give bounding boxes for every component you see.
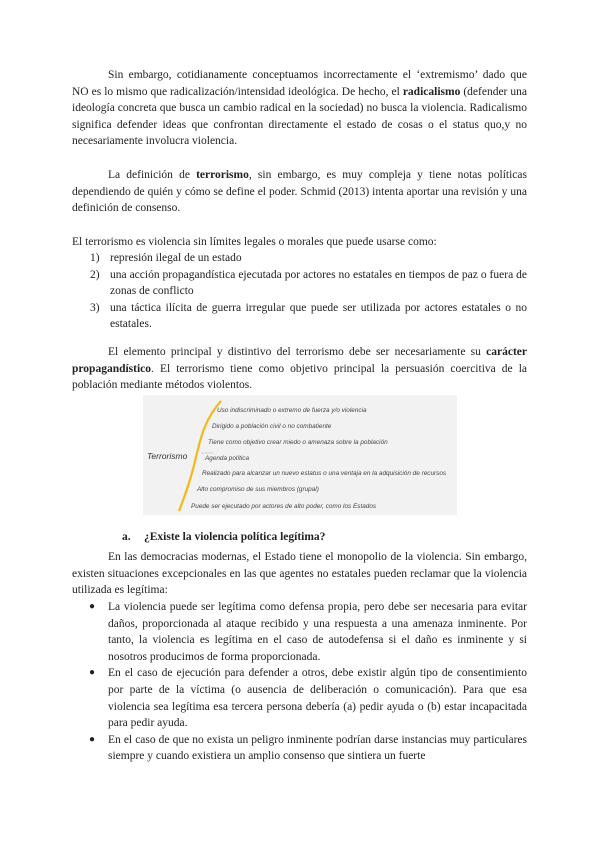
bold-term-propagandistico: carácter propagandístico [72,346,527,375]
section-title: ¿Existe la violencia política legítima? [144,531,326,543]
paragraph-terrorismo [72,167,527,217]
paragraph-text: . El terrorismo tiene como objetivo principal la persuasión coercitiva de la población mediante métodos violentos. [72,362,527,392]
list-item [72,267,527,300]
bullet-icon: ● [89,733,96,745]
bullet-text: En el caso de ejecución para defender a otros, debe existir algún tipo de consentimiento por parte de la víctima (o ausencia de deliberación o comunicación). Para que esa violencia sea legítima esa tercera persona debería (a) pedir ayuda o (b) estar incapacitada para pedir ayuda. [108,667,527,730]
bullet-text: En el caso de que no exista un peligro inminente podrían darse instancias muy particulares siempre y cuando existiera un amplio consenso que sintiera un fuerte [108,733,527,763]
diagram-item: Alto compromiso de sus miembros (grupal) [197,486,319,493]
list-number: 2) [90,268,100,281]
list-item-text: represión ilegal de un estado [110,252,242,264]
bullet-item [72,732,527,765]
paragraph-text: El elemento principal y distintivo del terrorismo debe ser necesariamente su [108,346,487,358]
list-item [72,300,527,333]
paragraph-text: (defender una ideología concreta que busca un cambio radical en la sociedad) no busca la violencia. Radicalismo significa defender ideas que confrontan directamente el estado de cosas o el status quo,y no necesariamente involucra violencia. [72,85,527,148]
section-heading [122,531,325,543]
terrorism-diagram [143,395,457,515]
diagram-item: Dirigido a población civil o no combatiente [212,423,332,430]
list-number: 1) [90,252,100,264]
paragraph-radicalismo [72,67,527,150]
list-number: 3) [90,301,100,314]
bullet-icon: ● [89,601,96,612]
bullet-icon: ● [89,667,96,679]
bullet-text: La violencia puede ser legítima como defensa propia, pero debe ser necesaria para evitar daños, proporcionada al ataque recibido y una respuesta a una amenaza inminente. Por tanto, la violencia es legítima en el caso de autodefensa si el daño es inminente y si nosotros producimos de forma proporcionada. [108,601,527,663]
bold-term-radicalismo: radicalismo [402,85,461,98]
diagram-item: Agenda política [205,455,250,462]
paragraph-text: , sin embargo, es muy compleja y tiene notas políticas dependiendo de quién y cómo se define el poder. Schmid (2013) intenta aportar una revisión y una definición de consenso. [72,169,527,215]
bold-term-terrorismo: terrorismo [196,169,249,181]
diagram-item: Tiene como objetivo crear miedo o amenaza sobre la población [208,439,388,446]
list-item-text: una acción propagandística ejecutada por actores no estatales en tiempos de paz o fuera de zonas de conflicto [110,268,527,298]
bullet-item [72,665,527,731]
paragraph-democracias: En las democracias modernas, el Estado tiene el monopolio de la violencia. Sin embargo, existen situaciones excepcionales en las que agentes no estatales pueden reclamar que la violencia utilizada es legítima: [72,551,527,597]
paragraph-text: La definición de [108,169,197,181]
paragraph-text: Sin embargo, cotidianamente conceptuamos incorrectamente el ‘extremismo’ dado que NO es lo mismo que radicalización/intensidad ideológica. De hecho, el [72,69,527,98]
diagram-term: Terrorismo [147,451,188,461]
diagram-item: Uso indiscriminado o extremo de fuerza y/o violencia [217,407,367,414]
numbered-list [72,250,527,333]
bullet-item [72,599,527,665]
list-item [72,250,527,267]
list-item-text: una táctica ilícita de guerra irregular que puede ser utilizada por actores estatales o no estatales. [110,301,527,331]
paragraph-definicion: El terrorismo es violencia sin límites legales o morales que puede usarse como: [72,236,437,248]
bullet-list [72,599,527,765]
diagram-item: Puede ser ejecutado por actores de alto poder, como los Estados [191,503,377,510]
paragraph-propagandistico [72,344,527,394]
section-letter: a. [122,531,131,543]
diagram-item: Realizado para alcanzar un nuevo estatus o una ventaja en la adquisición de recursos [202,470,447,477]
